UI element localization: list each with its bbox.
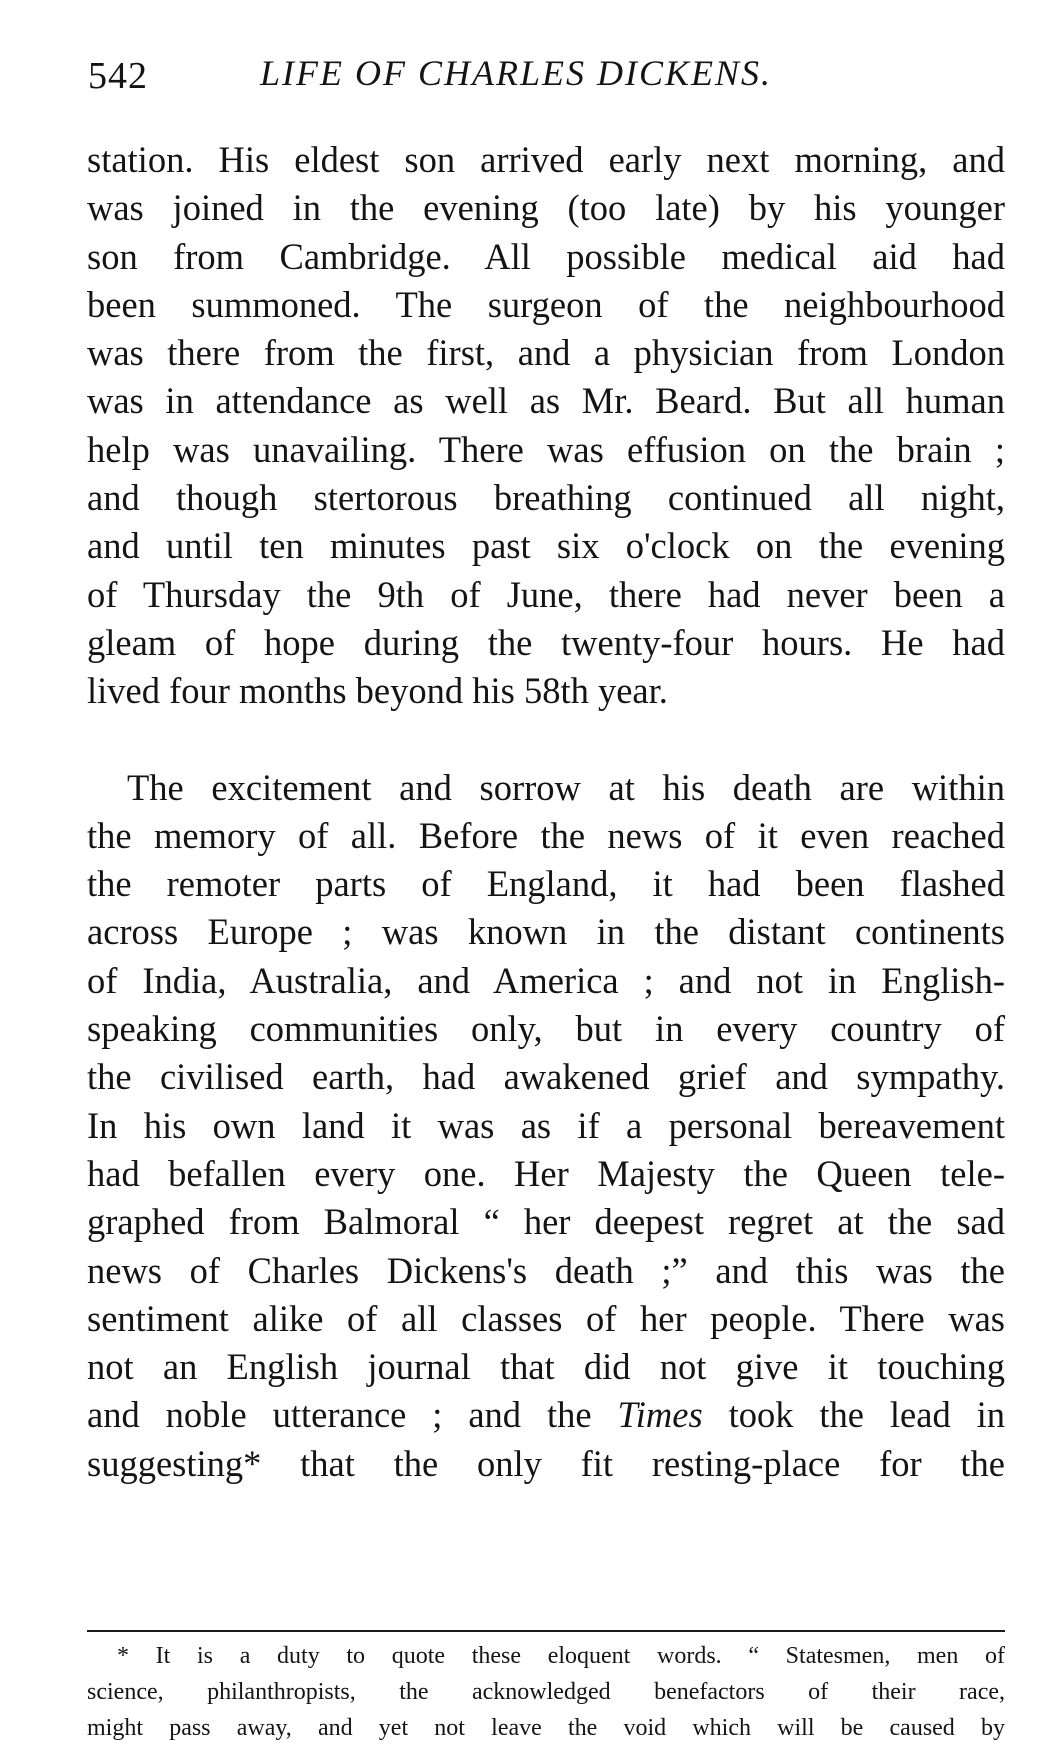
text-line: and until ten minutes past six o'clock on the evening xyxy=(87,525,1005,567)
text-line: lived four months beyond his 58th year. xyxy=(87,670,668,712)
body-text xyxy=(87,136,1005,1488)
page-number: 542 xyxy=(88,55,148,97)
text-line: across Europe ; was known in the distant continents xyxy=(87,911,1005,953)
text-line: son from Cambridge. All possible medical aid had xyxy=(87,235,1005,277)
text-segment: and noble utterance ; and the xyxy=(87,1394,618,1436)
text-line: suggesting* that the only fit resting-place for the xyxy=(87,1442,1005,1484)
text-line: help was unavailing. There was effusion on the brain ; xyxy=(87,428,1005,470)
footnote-divider xyxy=(87,1630,1005,1632)
text-line: of Thursday the 9th of June, there had never been a xyxy=(87,573,1005,615)
footnote-line: might pass away, and yet not leave the void which will be caused by xyxy=(87,1715,1005,1741)
text-line: been summoned. The surgeon of the neighbourhood xyxy=(87,283,1005,325)
text-line: In his own land it was as if a personal bereavement xyxy=(87,1104,1005,1146)
text-line: and though stertorous breathing continued all night, xyxy=(87,477,1005,519)
text-line: was in attendance as well as Mr. Beard. But all human xyxy=(87,380,1005,422)
text-line: sentiment alike of all classes of her people. There was xyxy=(87,1297,1005,1339)
text-line: speaking communities only, but in every country of xyxy=(87,1008,1005,1050)
text-line: news of Charles Dickens's death ;” and this was the xyxy=(87,1249,1005,1291)
paragraph-2 xyxy=(87,764,1005,1488)
text-segment: took the lead in xyxy=(702,1394,1005,1436)
text-line: the remoter parts of England, it had been flashed xyxy=(87,863,1005,905)
text-line: was joined in the evening (too late) by his younger xyxy=(87,187,1005,229)
footnote-line: * It is a duty to quote these eloquent words. “ Statesmen, men of xyxy=(117,1643,1005,1669)
text-line xyxy=(87,1391,1005,1439)
text-line: gleam of hope during the twenty-four hours. He had xyxy=(87,621,1005,663)
text-line: not an English journal that did not give it touching xyxy=(87,1346,1005,1388)
paragraph-gap xyxy=(87,716,1005,764)
footnote-line: science, philanthropists, the acknowledged benefactors of their race, xyxy=(87,1679,1005,1705)
text-line: of India, Australia, and America ; and not in English- xyxy=(87,959,1005,1001)
text-line: graphed from Balmoral “ her deepest regret at the sad xyxy=(87,1201,1005,1243)
text-line: the civilised earth, had awakened grief and sympathy. xyxy=(87,1056,1005,1098)
text-line: the memory of all. Before the news of it even reached xyxy=(87,814,1005,856)
paragraph-1 xyxy=(87,136,1005,716)
footnote xyxy=(87,1638,1005,1746)
page-header xyxy=(88,52,1008,102)
text-line: was there from the first, and a physician from London xyxy=(87,332,1005,374)
text-line: station. His eldest son arrived early next morning, and xyxy=(87,139,1005,180)
text-line: had befallen every one. Her Majesty the Queen tele- xyxy=(87,1152,1005,1194)
newspaper-title: Times xyxy=(617,1394,703,1436)
text-line: The excitement and sorrow at his death are within xyxy=(127,766,1005,808)
running-head: LIFE OF CHARLES DICKENS. xyxy=(260,53,772,93)
